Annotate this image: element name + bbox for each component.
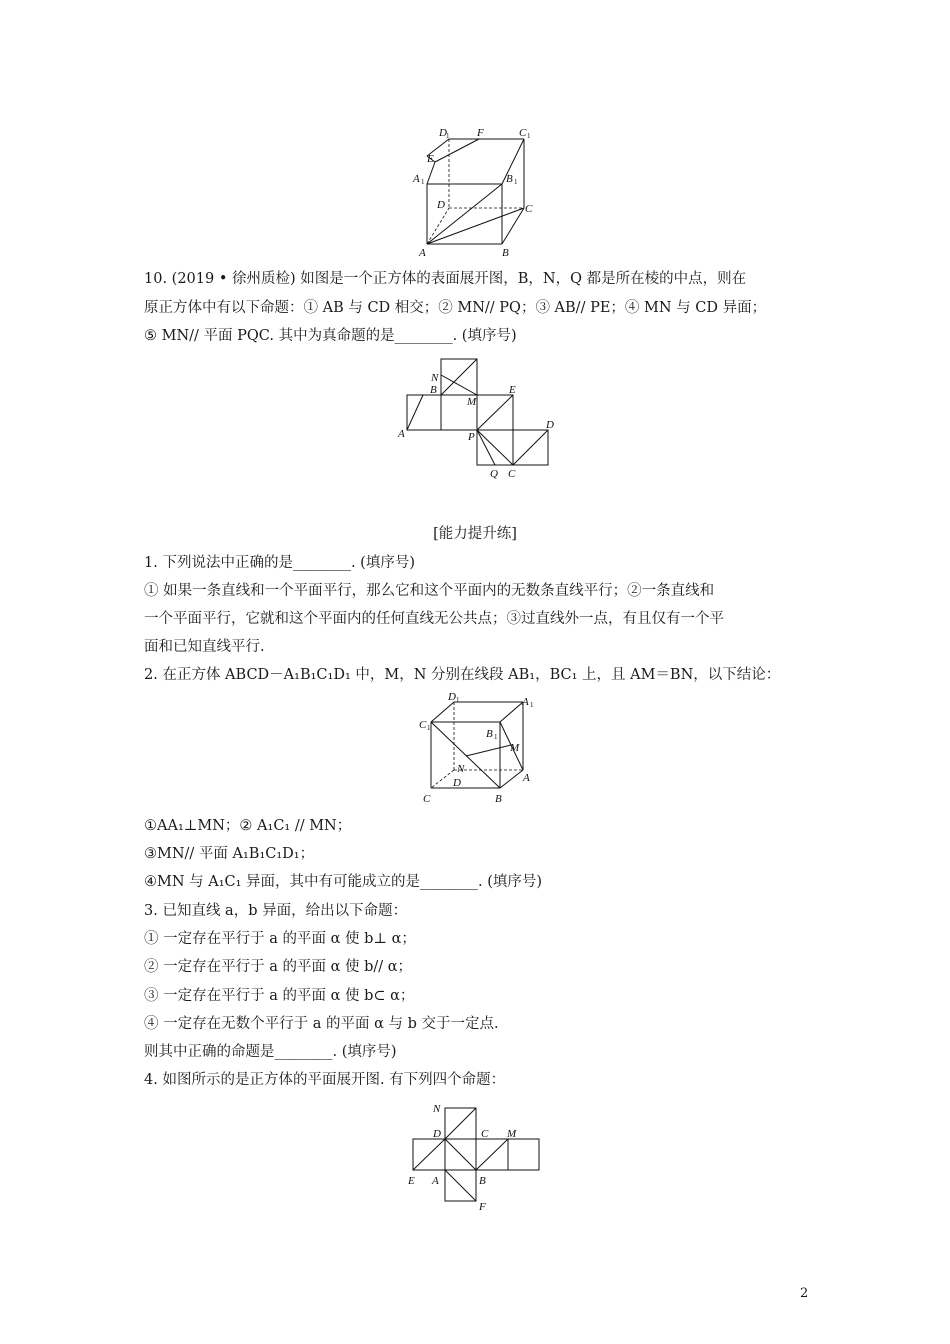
label-B: B xyxy=(430,384,437,396)
p1-line-4: 面和已知直线平行. xyxy=(144,639,265,655)
label-A: A xyxy=(432,1175,439,1187)
label-Q: Q xyxy=(490,468,498,480)
p3-line-5: ④ 一定存在无数个平行于 a 的平面 α 与 b 交于一定点. xyxy=(144,1016,499,1032)
label-N: N xyxy=(457,763,465,775)
svg-text:1: 1 xyxy=(446,132,450,140)
label-E: E xyxy=(509,384,516,396)
svg-text:1: 1 xyxy=(527,132,531,140)
label-C: C xyxy=(525,203,533,215)
label-B1: B xyxy=(486,728,493,740)
label-F: F xyxy=(479,1201,486,1213)
q10-line-2: 原正方体中有以下命题：① AB 与 CD 相交；② MN// PQ；③ AB// PE；④ MN 与 CD 异面； xyxy=(144,300,767,316)
label-C1: C xyxy=(419,719,427,731)
label-M: M xyxy=(467,396,477,408)
label-D: D xyxy=(437,199,445,211)
svg-text:1: 1 xyxy=(530,701,534,709)
label-C: C xyxy=(508,468,516,480)
label-D1: D xyxy=(448,691,456,703)
q10-line-1: 10. (2019 • 徐州质检) 如图是一个正方体的表面展开图，B，N，Q 都是所在棱的中点，则在 xyxy=(144,271,747,287)
label-E: E xyxy=(408,1175,415,1187)
label-N: N xyxy=(431,372,439,384)
p1-line-2: ① 如果一条直线和一个平面平行，那么它和这个平面内的无数条直线平行；②一条直线和 xyxy=(144,583,715,599)
label-D: D xyxy=(453,777,461,789)
section-title: [能力提升练] xyxy=(433,526,517,542)
p3-line-4: ③ 一定存在平行于 a 的平面 α 使 b⊂ α； xyxy=(144,988,415,1004)
p1-line-1: 1. 下列说法中正确的是________. (填序号) xyxy=(144,555,415,571)
label-D: D xyxy=(433,1128,441,1140)
label-B: B xyxy=(479,1175,486,1187)
p2-line-2: ①AA₁⊥MN；② A₁C₁ // MN； xyxy=(144,818,352,834)
label-B1: B xyxy=(506,173,513,185)
svg-text:1: 1 xyxy=(421,178,425,186)
label-B: B xyxy=(502,247,509,259)
p3-line-3: ② 一定存在平行于 a 的平面 α 使 b// α； xyxy=(144,959,413,975)
cube-figure-3 xyxy=(415,690,545,810)
cube-net-figure-4 xyxy=(400,1100,550,1215)
label-B: B xyxy=(495,793,502,805)
p2-line-4: ④MN 与 A₁C₁ 异面，其中有可能成立的是________. (填序号) xyxy=(144,874,543,890)
label-A: A xyxy=(523,772,530,784)
p3-line-2: ① 一定存在平行于 a 的平面 α 使 b⊥ α； xyxy=(144,931,416,947)
label-A: A xyxy=(419,247,426,259)
label-N: N xyxy=(433,1103,441,1115)
svg-text:1: 1 xyxy=(427,724,431,732)
p4-line-1: 4. 如图所示的是正方体的平面展开图. 有下列四个命题： xyxy=(144,1072,506,1088)
label-D1: D xyxy=(439,127,447,139)
q10-line-3: ⑤ MN// 平面 PQC. 其中为真命题的是________. (填序号) xyxy=(144,328,517,344)
label-P: P xyxy=(468,431,475,443)
label-M: M xyxy=(510,742,520,754)
label-C: C xyxy=(423,793,431,805)
label-A1: A xyxy=(522,696,529,708)
svg-text:1: 1 xyxy=(456,696,460,704)
svg-text:1: 1 xyxy=(514,178,518,186)
page-number: 2 xyxy=(800,1286,809,1301)
label-D: D xyxy=(546,419,554,431)
p2-line-3: ③MN// 平面 A₁B₁C₁D₁； xyxy=(144,846,315,862)
p2-line-1: 2. 在正方体 ABCD－A₁B₁C₁D₁ 中，M，N 分别在线段 AB₁，BC₁ 上，且 AM＝BN，以下结论： xyxy=(144,667,781,683)
label-C: C xyxy=(481,1128,489,1140)
p3-line-1: 3. 已知直线 a，b 异面，给出以下命题： xyxy=(144,903,408,919)
label-A: A xyxy=(398,428,405,440)
cube-figure-1 xyxy=(405,122,555,262)
label-E: E xyxy=(427,153,434,165)
svg-text:1: 1 xyxy=(494,733,498,741)
label-M: M xyxy=(507,1128,517,1140)
label-F: F xyxy=(477,127,484,139)
cube-net-figure-2 xyxy=(395,355,565,485)
p3-line-6: 则其中正确的命题是________. (填序号) xyxy=(144,1044,397,1060)
label-A1: A xyxy=(413,173,420,185)
p1-line-3: 一个平面平行，它就和这个平面内的任何直线无公共点；③过直线外一点，有且仅有一个平 xyxy=(144,611,724,627)
label-C1: C xyxy=(519,127,527,139)
